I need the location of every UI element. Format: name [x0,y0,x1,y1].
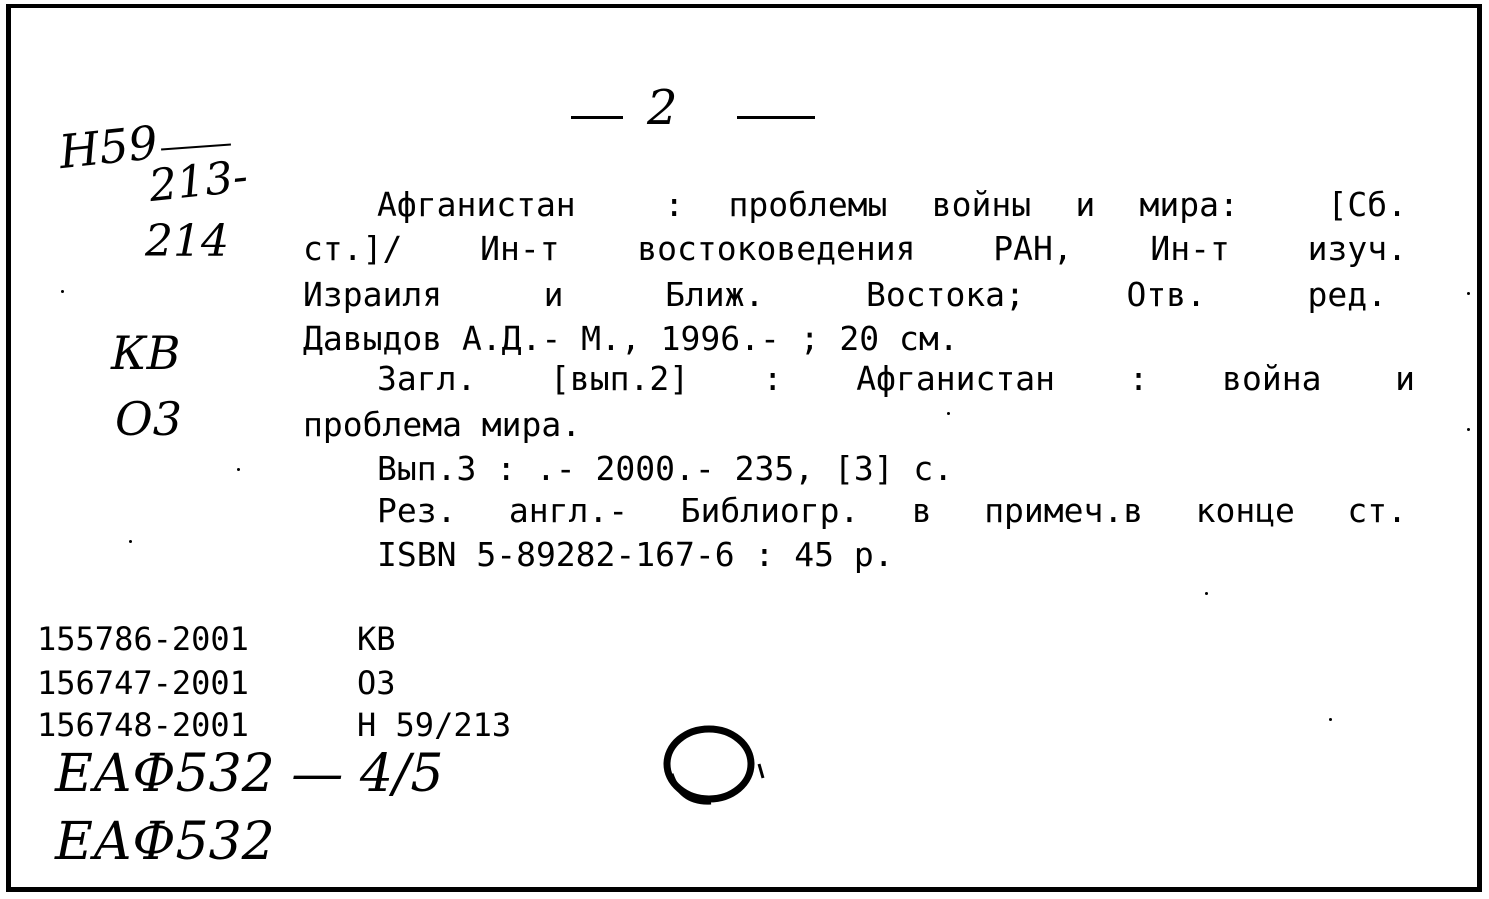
inventory-mark-1: ЕАФ532 — 4/5 [55,744,444,804]
scan-speck [129,540,132,543]
page-number: 2 [647,80,678,136]
accession-location-2: О3 [357,664,396,702]
record-line-7: Вып.3 : .- 2000.- 235, [3] с. [377,449,954,488]
record-line-1: Афганистан : проблемы войны и мира: [Сб. [377,185,1407,224]
record-line-8: Рез. англ.- Библиогр. в примеч.в конце ст. [377,491,1407,530]
record-line-4: Давыдов А.Д.- М., 1996.- ; 20 см. [303,319,959,358]
scan-speck [1467,428,1470,431]
accession-number-2: 156747-2001 [37,664,249,702]
accession-number-1: 155786-2001 [37,620,249,658]
handwritten-mark-o3: О3 [115,392,182,446]
accession-location-3: Н 59/213 [357,706,512,744]
record-line-3: Израиля и Ближ. Востока; Отв. ред. [303,275,1387,314]
record-line-6: проблема мира. [303,405,582,444]
accession-number-3: 156748-2001 [37,706,249,744]
record-line-9: ISBN 5-89282-167-6 : 45 р. [377,535,894,574]
record-line-5: Загл. [вып.2] : Афганистан : война и [377,359,1415,398]
shelf-code-line2: 213- [146,150,251,213]
page-number-dash-right [737,116,815,119]
shelf-code-underline [161,144,231,151]
scan-speck [61,290,64,293]
scan-speck [1205,592,1208,595]
accession-location-1: КВ [357,620,396,658]
handwritten-mark-kv: КВ [111,326,181,380]
shelf-code-line1: Н59 [56,114,161,180]
inventory-mark-2: ЕАФ532 [55,812,275,872]
scan-speck [947,412,950,415]
hole-ring-icon [651,714,781,824]
shelf-code-line3: 214 [145,216,229,267]
scan-speck [1329,718,1332,721]
catalog-card [6,4,1482,892]
page-number-dash-left [571,116,623,119]
scan-speck [1467,292,1470,295]
scan-speck [237,468,240,471]
record-line-2: ст.]/ Ин-т востоковедения РАН, Ин-т изуч. [303,229,1407,268]
